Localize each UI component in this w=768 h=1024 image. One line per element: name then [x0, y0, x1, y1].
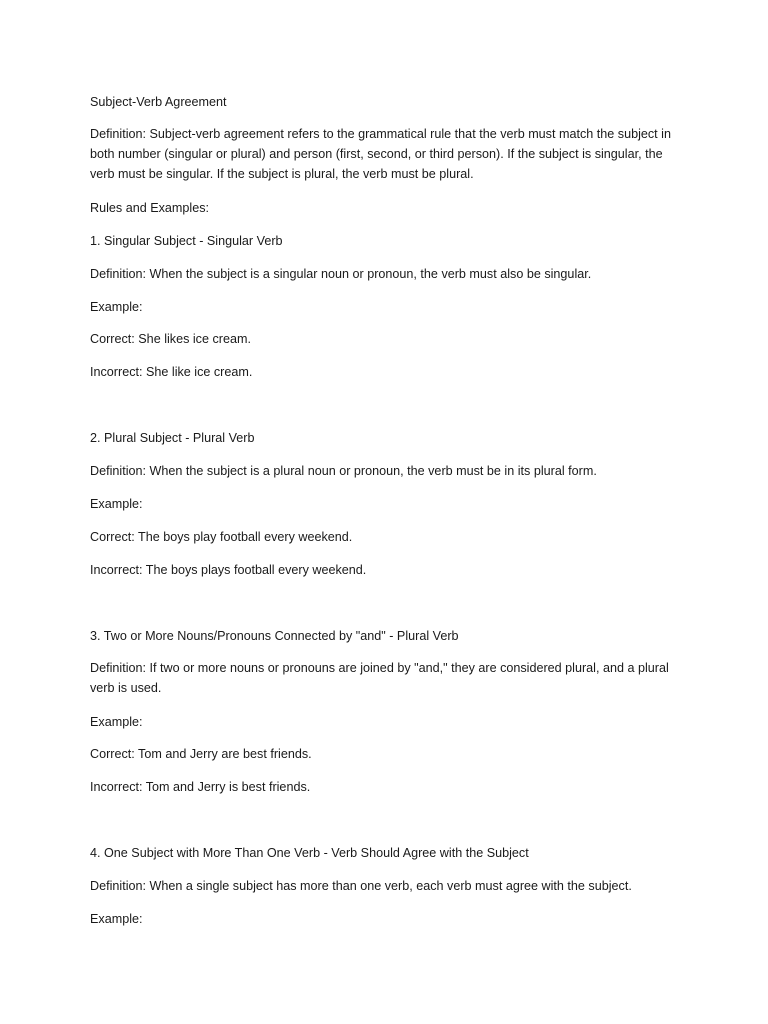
rule-1-correct: Correct: She likes ice cream.	[90, 332, 251, 346]
rules-heading: Rules and Examples:	[90, 201, 210, 215]
rule-2-incorrect: Incorrect: The boys plays football every weekend.	[90, 563, 367, 577]
rule-4-heading: 4. One Subject with More Than One Verb - Verb Should Agree with the Subject	[90, 846, 529, 860]
rule-2-example-label: Example:	[90, 497, 143, 511]
intro-definition: Definition: Subject-verb agreement refers to the grammatical rule that the verb must match the subject in both number (singular or plural) and person (first, second, or third person). If the subject is singular, the verb must be singular. If the subject is plural, the verb must be plural.	[90, 127, 671, 181]
rule-3-incorrect: Incorrect: Tom and Jerry is best friends.	[90, 780, 311, 794]
rule-3-correct: Correct: Tom and Jerry are best friends.	[90, 747, 312, 761]
rule-1-definition: Definition: When the subject is a singular noun or pronoun, the verb must also be singular.	[90, 267, 592, 281]
rule-2-definition: Definition: When the subject is a plural noun or pronoun, the verb must be in its plural form.	[90, 464, 597, 478]
rule-4-example-label: Example:	[90, 912, 143, 926]
rule-1-incorrect: Incorrect: She like ice cream.	[90, 365, 253, 379]
rule-1-example-label: Example:	[90, 300, 143, 314]
rule-1-heading: 1. Singular Subject - Singular Verb	[90, 234, 283, 248]
rule-3-definition: Definition: If two or more nouns or pronouns are joined by "and," they are considered plural, and a plural verb is used.	[90, 661, 669, 695]
rule-3-heading: 3. Two or More Nouns/Pronouns Connected by "and" - Plural Verb	[90, 629, 459, 643]
rule-3-example-label: Example:	[90, 715, 143, 729]
rule-4-definition: Definition: When a single subject has more than one verb, each verb must agree with the subject.	[90, 879, 632, 893]
rule-2-correct: Correct: The boys play football every weekend.	[90, 530, 353, 544]
document-title: Subject-Verb Agreement	[90, 95, 227, 109]
rule-2-heading: 2. Plural Subject - Plural Verb	[90, 431, 255, 445]
